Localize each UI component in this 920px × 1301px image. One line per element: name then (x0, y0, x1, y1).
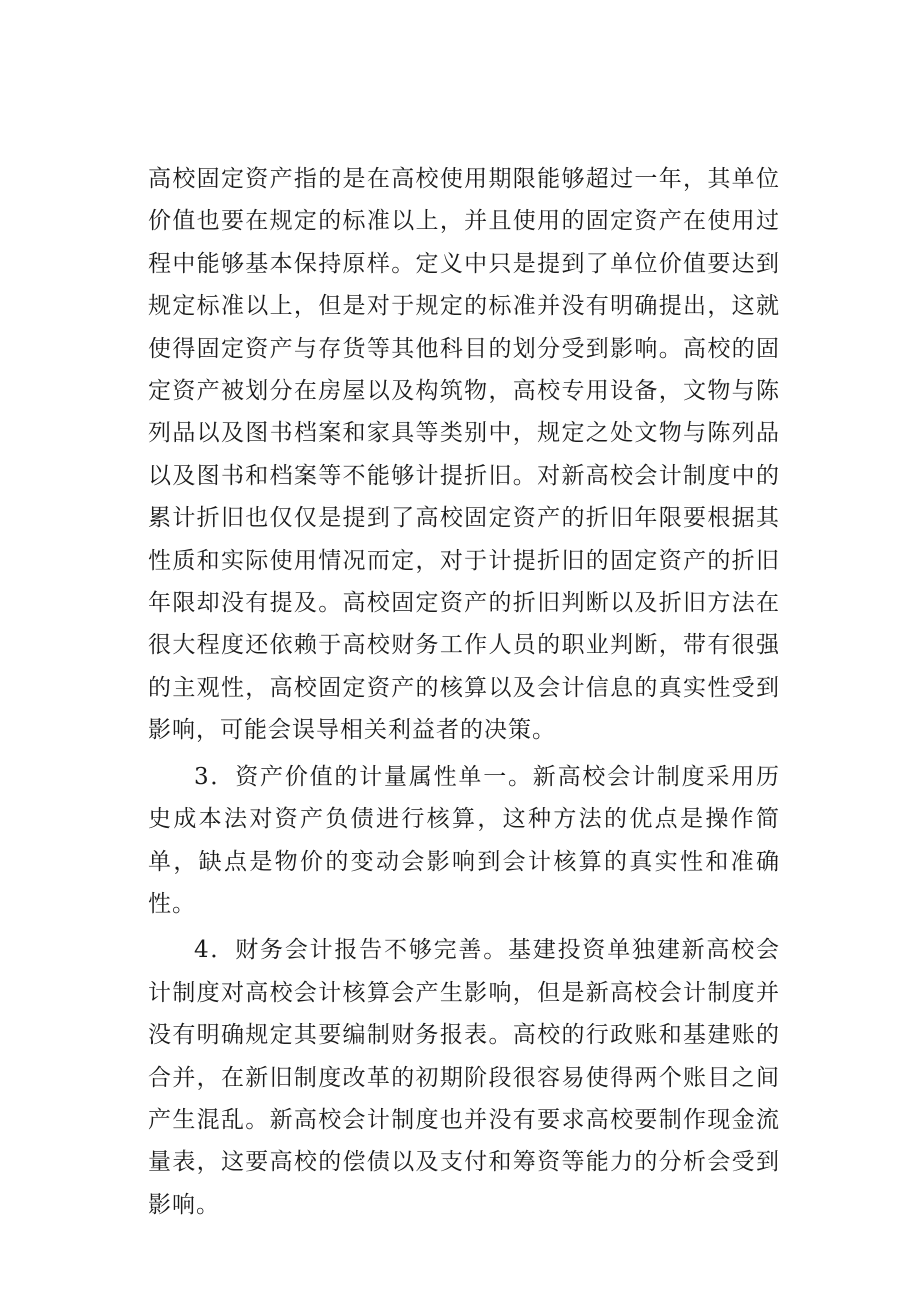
paragraph-fixed-assets: 高校固定资产指的是在高校使用期限能够超过一年，其单位价值也要在规定的标准以上，并且使用的固定资产在使用过程中能够基本保持原样。定义中只是提到了单位价值要达到规定标准以上，但是对于规定的标准并没有明确提出，这就使得固定资产与存货等其他科目的划分受到影响。高校的固定资产被划分在房屋以及构筑物，高校专用设备，文物与陈列品以及图书档案和家具等类别中，规定之处文物与陈列品以及图书和档案等不能够计提折旧。对新高校会计制度中的累计折旧也仅仅是提到了高校固定资产的折旧年限要根据其性质和实际使用情况而定，对于计提折旧的固定资产的折旧年限却没有提及。高校固定资产的折旧判断以及折旧方法在很大程度还依赖于高校财务工作人员的职业判断，带有很强的主观性，高校固定资产的核算以及会计信息的真实性受到影响，可能会误导相关利益者的决策。 (148, 166, 780, 744)
document-body (148, 158, 780, 1226)
paragraph-item-4: 4．财务会计报告不够完善。基建投资单独建新高校会计制度对高校会计核算会产生影响，但是新高校会计制度并没有明确规定其要编制财务报表。高校的行政账和基建账的合并，在新旧制度改革的初期阶段很容易使得两个账目之间产生混乱。新高校会计制度也并没有要求高校要制作现金流量表，这要高校的偿债以及支付和筹资等能力的分析会受到影响。 (148, 937, 780, 1218)
paragraph-item-3: 3．资产价值的计量属性单一。新高校会计制度采用历史成本法对资产负债进行核算，这种方法的优点是操作简单，缺点是物价的变动会影响到会计核算的真实性和准确性。 (148, 763, 780, 917)
